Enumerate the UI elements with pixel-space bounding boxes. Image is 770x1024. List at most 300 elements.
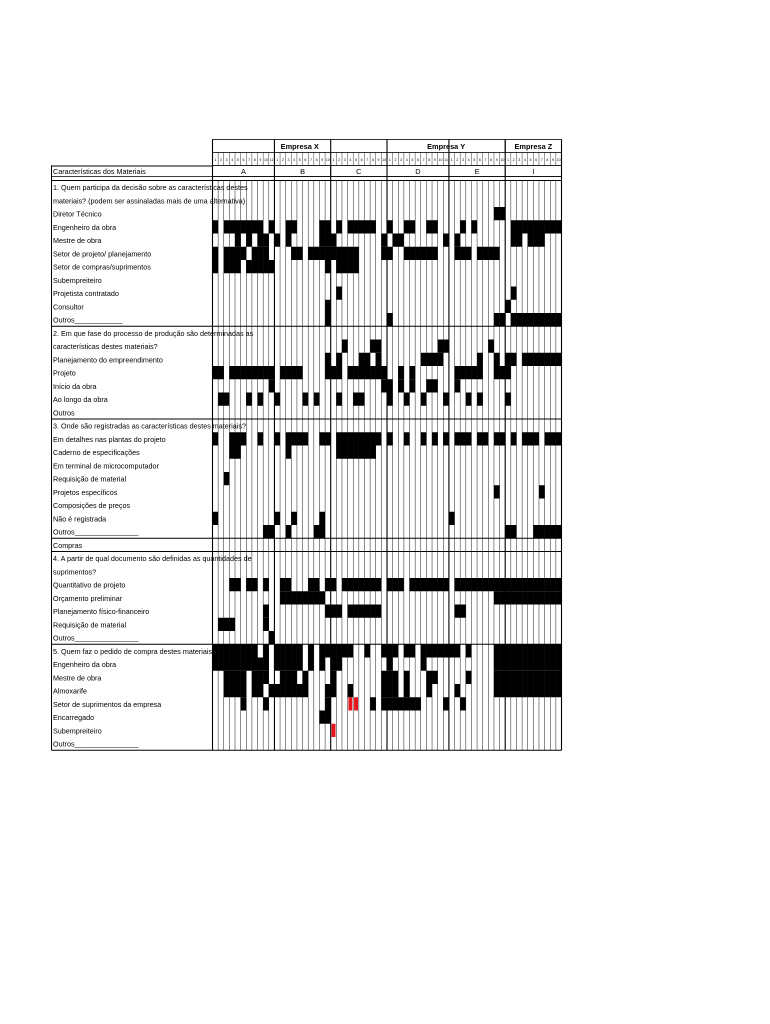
- filled-cell: [348, 220, 354, 233]
- filled-cell: [364, 446, 370, 459]
- filled-cell: [286, 446, 292, 459]
- filled-cell: [426, 578, 432, 591]
- filled-cell: [246, 366, 252, 379]
- filled-cell: [556, 578, 562, 591]
- filled-cell: [235, 247, 241, 260]
- filled-cell: [370, 697, 376, 710]
- filled-cell: [229, 684, 235, 697]
- row-label: Projetista contratado: [53, 289, 119, 299]
- filled-cell: [331, 644, 337, 657]
- filled-cell: [545, 220, 551, 233]
- filled-cell: [511, 578, 517, 591]
- filled-cell: [291, 512, 297, 525]
- filled-cell: [449, 512, 455, 525]
- filled-cell: [393, 684, 399, 697]
- filled-cell: [263, 234, 269, 247]
- filled-cell: [319, 220, 325, 233]
- filled-cell: [263, 671, 269, 684]
- filled-cell: [325, 313, 331, 326]
- row-label: Orçamento preliminar: [53, 593, 123, 603]
- filled-cell: [336, 644, 342, 657]
- filled-cell: [246, 393, 252, 406]
- column-index: 6: [478, 158, 481, 162]
- filled-cell: [359, 446, 365, 459]
- filled-cell: [477, 353, 483, 366]
- filled-cell: [483, 247, 489, 260]
- filled-cell: [528, 234, 534, 247]
- row-label: Projeto: [53, 368, 76, 378]
- filled-cell: [263, 525, 269, 538]
- filled-cell: [258, 671, 264, 684]
- column-index: 6: [304, 158, 307, 162]
- filled-cell: [494, 366, 500, 379]
- column-index: 3: [343, 158, 346, 162]
- filled-cell: [387, 393, 393, 406]
- column-index: 1: [332, 158, 335, 162]
- filled-cell: [364, 432, 370, 445]
- row-label: Composições de preços: [53, 501, 131, 511]
- filled-cell: [235, 260, 241, 273]
- filled-cell: [246, 578, 252, 591]
- filled-cell: [213, 247, 219, 260]
- filled-cell: [325, 605, 331, 618]
- filled-cell: [235, 684, 241, 697]
- filled-cell: [348, 260, 354, 273]
- filled-cell: [505, 644, 511, 657]
- filled-cell: [387, 432, 393, 445]
- filled-cell: [494, 671, 500, 684]
- filled-cell: [556, 353, 562, 366]
- filled-cell: [426, 353, 432, 366]
- filled-cell: [364, 605, 370, 618]
- filled-cell: [252, 671, 258, 684]
- project-letter: C: [356, 167, 362, 176]
- filled-cell: [545, 525, 551, 538]
- filled-cell: [415, 578, 421, 591]
- filled-cell: [353, 220, 359, 233]
- highlight-cell: [348, 697, 352, 710]
- filled-cell: [280, 671, 286, 684]
- filled-cell: [325, 366, 331, 379]
- column-index: 8: [371, 158, 374, 162]
- filled-cell: [364, 578, 370, 591]
- filled-cell: [336, 446, 342, 459]
- row-label: Subempreiteiro: [53, 726, 102, 736]
- filled-cell: [376, 340, 382, 353]
- filled-cell: [263, 260, 269, 273]
- filled-cell: [455, 644, 461, 657]
- filled-cell: [235, 658, 241, 671]
- filled-cell: [500, 644, 506, 657]
- filled-cell: [556, 220, 562, 233]
- filled-cell: [331, 605, 337, 618]
- filled-cell: [443, 393, 449, 406]
- column-index: 7: [310, 158, 313, 162]
- highlight-cell: [332, 724, 336, 737]
- filled-cell: [241, 658, 247, 671]
- filled-cell: [494, 313, 500, 326]
- row-label: Engenheiro da obra: [53, 660, 117, 670]
- filled-cell: [488, 247, 494, 260]
- row-label: Outros: [53, 408, 75, 418]
- filled-cell: [325, 684, 331, 697]
- row-label: Outros________________: [53, 633, 139, 643]
- filled-cell: [432, 220, 438, 233]
- filled-cell: [297, 644, 303, 657]
- filled-cell: [325, 300, 331, 313]
- filled-cell: [286, 525, 292, 538]
- filled-cell: [303, 684, 309, 697]
- filled-cell: [466, 578, 472, 591]
- column-index: 6: [416, 158, 419, 162]
- column-index: 7: [366, 158, 369, 162]
- filled-cell: [404, 247, 410, 260]
- filled-cell: [291, 432, 297, 445]
- filled-cell: [263, 697, 269, 710]
- column-index: 6: [360, 158, 363, 162]
- filled-cell: [246, 658, 252, 671]
- filled-cell: [269, 631, 275, 644]
- filled-cell: [218, 618, 224, 631]
- filled-cell: [241, 644, 247, 657]
- filled-cell: [432, 379, 438, 392]
- filled-cell: [533, 684, 539, 697]
- filled-cell: [308, 578, 314, 591]
- filled-cell: [359, 393, 365, 406]
- filled-cell: [410, 697, 416, 710]
- row-label: Requisição de material: [53, 620, 127, 630]
- filled-cell: [325, 432, 331, 445]
- filled-cell: [348, 605, 354, 618]
- filled-cell: [528, 313, 534, 326]
- filled-cell: [314, 393, 320, 406]
- filled-cell: [348, 578, 354, 591]
- filled-cell: [269, 525, 275, 538]
- filled-cell: [241, 684, 247, 697]
- filled-cell: [387, 313, 393, 326]
- filled-cell: [460, 697, 466, 710]
- filled-cell: [494, 578, 500, 591]
- matrix-header: [52, 140, 562, 177]
- filled-cell: [359, 366, 365, 379]
- filled-cell: [342, 247, 348, 260]
- filled-cell: [286, 671, 292, 684]
- filled-cell: [466, 671, 472, 684]
- filled-cell: [471, 578, 477, 591]
- filled-cell: [224, 658, 230, 671]
- filled-cell: [286, 234, 292, 247]
- filled-cell: [319, 234, 325, 247]
- company-name: Empresa Z: [514, 142, 553, 151]
- filled-cell: [500, 207, 506, 220]
- row-label: 5. Quem faz o pedido de compra destes materiais?: [53, 646, 217, 656]
- filled-cell: [286, 591, 292, 604]
- column-index: 8: [253, 158, 256, 162]
- filled-cell: [494, 207, 500, 220]
- filled-cell: [404, 644, 410, 657]
- row-label: Engenheiro da obra: [53, 222, 117, 232]
- filled-cell: [511, 658, 517, 671]
- filled-cell: [353, 393, 359, 406]
- filled-cell: [274, 393, 280, 406]
- filled-cell: [516, 671, 522, 684]
- filled-cell: [410, 578, 416, 591]
- filled-cell: [252, 366, 258, 379]
- filled-cell: [297, 247, 303, 260]
- column-index: 2: [512, 158, 515, 162]
- column-index: 5: [236, 158, 239, 162]
- filled-cell: [494, 658, 500, 671]
- filled-cell: [494, 353, 500, 366]
- filled-cell: [246, 220, 252, 233]
- filled-cell: [494, 247, 500, 260]
- filled-cell: [410, 644, 416, 657]
- row-label: características destes materiais?: [53, 342, 158, 352]
- filled-cell: [438, 353, 444, 366]
- column-index: 9: [259, 158, 262, 162]
- row-label: Almoxarife: [53, 686, 87, 696]
- filled-cell: [319, 512, 325, 525]
- column-index: 5: [298, 158, 301, 162]
- filled-cell: [393, 234, 399, 247]
- filled-cell: [381, 671, 387, 684]
- filled-cell: [415, 247, 421, 260]
- filled-cell: [387, 658, 393, 671]
- filled-cell: [342, 432, 348, 445]
- filled-cell: [550, 658, 556, 671]
- filled-cell: [331, 234, 337, 247]
- row-label: Em detalhes nas plantas do projeto: [53, 434, 166, 444]
- filled-cell: [336, 432, 342, 445]
- filled-cell: [258, 247, 264, 260]
- filled-cell: [522, 684, 528, 697]
- filled-cell: [494, 644, 500, 657]
- filled-cell: [516, 684, 522, 697]
- filled-cell: [550, 353, 556, 366]
- column-index: 9: [433, 158, 436, 162]
- filled-cell: [314, 578, 320, 591]
- filled-cell: [387, 220, 393, 233]
- filled-cell: [325, 578, 331, 591]
- filled-cell: [331, 658, 337, 671]
- filled-cell: [539, 525, 545, 538]
- column-index: 4: [293, 158, 296, 162]
- filled-cell: [348, 432, 354, 445]
- filled-cell: [455, 247, 461, 260]
- filled-cell: [229, 446, 235, 459]
- filled-cell: [353, 432, 359, 445]
- filled-cell: [269, 379, 275, 392]
- filled-cell: [370, 366, 376, 379]
- filled-cell: [297, 684, 303, 697]
- row-label: Subempreiteiro: [53, 275, 102, 285]
- filled-cell: [308, 658, 314, 671]
- filled-cell: [224, 220, 230, 233]
- filled-cell: [511, 591, 517, 604]
- filled-cell: [443, 697, 449, 710]
- filled-cell: [426, 671, 432, 684]
- filled-cell: [353, 605, 359, 618]
- filled-cell: [286, 658, 292, 671]
- column-index: 9: [552, 158, 555, 162]
- row-label: Mestre de obra: [53, 236, 102, 246]
- filled-cell: [359, 578, 365, 591]
- filled-cell: [325, 260, 331, 273]
- filled-cell: [274, 644, 280, 657]
- filled-cell: [511, 220, 517, 233]
- filled-cell: [224, 260, 230, 273]
- filled-cell: [241, 366, 247, 379]
- filled-cell: [348, 446, 354, 459]
- filled-cell: [229, 220, 235, 233]
- row-label: Encarregado: [53, 713, 95, 723]
- column-index: 1: [450, 158, 453, 162]
- filled-cell: [291, 220, 297, 233]
- filled-cell: [545, 432, 551, 445]
- filled-cell: [291, 366, 297, 379]
- filled-cell: [218, 658, 224, 671]
- filled-cell: [241, 697, 247, 710]
- filled-cell: [516, 644, 522, 657]
- column-index: 4: [467, 158, 470, 162]
- row-label: 1. Quem participa da decisão sobre as características destes: [53, 183, 248, 193]
- filled-cell: [421, 644, 427, 657]
- column-index: 7: [248, 158, 251, 162]
- filled-cell: [455, 379, 461, 392]
- filled-cell: [505, 525, 511, 538]
- filled-cell: [539, 671, 545, 684]
- filled-cell: [258, 393, 264, 406]
- filled-cell: [432, 247, 438, 260]
- filled-cell: [432, 671, 438, 684]
- filled-cell: [460, 432, 466, 445]
- filled-cell: [533, 313, 539, 326]
- column-index: 4: [349, 158, 352, 162]
- filled-cell: [505, 591, 511, 604]
- filled-cell: [550, 578, 556, 591]
- filled-cell: [319, 247, 325, 260]
- filled-cell: [528, 432, 534, 445]
- filled-cell: [404, 671, 410, 684]
- filled-cell: [477, 432, 483, 445]
- row-label: Outros________________: [53, 739, 139, 749]
- filled-cell: [241, 220, 247, 233]
- filled-cell: [303, 671, 309, 684]
- row-label: Não é registrada: [53, 514, 107, 524]
- filled-cell: [246, 234, 252, 247]
- filled-cell: [235, 644, 241, 657]
- filled-cell: [516, 313, 522, 326]
- filled-cell: [539, 578, 545, 591]
- filled-cell: [336, 658, 342, 671]
- filled-cell: [246, 644, 252, 657]
- filled-cell: [404, 393, 410, 406]
- column-index: 1: [507, 158, 510, 162]
- filled-cell: [545, 578, 551, 591]
- filled-cell: [297, 591, 303, 604]
- filled-cell: [308, 644, 314, 657]
- filled-cell: [455, 432, 461, 445]
- filled-cell: [443, 644, 449, 657]
- filled-cell: [522, 220, 528, 233]
- filled-cell: [224, 671, 230, 684]
- filled-cell: [229, 247, 235, 260]
- filled-cell: [528, 684, 534, 697]
- filled-cell: [511, 353, 517, 366]
- filled-cell: [550, 671, 556, 684]
- filled-cell: [342, 340, 348, 353]
- filled-cell: [229, 260, 235, 273]
- filled-cell: [280, 578, 286, 591]
- filled-cell: [533, 220, 539, 233]
- filled-cell: [376, 353, 382, 366]
- filled-cell: [393, 697, 399, 710]
- filled-cell: [477, 247, 483, 260]
- filled-cell: [342, 446, 348, 459]
- filled-cell: [528, 591, 534, 604]
- filled-cell: [398, 234, 404, 247]
- filled-cell: [297, 366, 303, 379]
- filled-cell: [556, 432, 562, 445]
- filled-cell: [274, 684, 280, 697]
- filled-cell: [488, 340, 494, 353]
- filled-cell: [516, 591, 522, 604]
- filled-cell: [370, 432, 376, 445]
- column-index: 5: [411, 158, 414, 162]
- column-index: 9: [377, 158, 380, 162]
- filled-cell: [286, 578, 292, 591]
- project-letter: I: [532, 167, 535, 176]
- filled-cell: [387, 247, 393, 260]
- filled-cell: [364, 366, 370, 379]
- filled-cell: [286, 432, 292, 445]
- highlight-cell: [354, 697, 358, 710]
- filled-cell: [460, 578, 466, 591]
- filled-cell: [421, 393, 427, 406]
- filled-cell: [286, 220, 292, 233]
- filled-cell: [556, 684, 562, 697]
- filled-cell: [556, 671, 562, 684]
- column-index: 4: [405, 158, 408, 162]
- filled-cell: [381, 684, 387, 697]
- filled-cell: [342, 260, 348, 273]
- filled-cell: [511, 234, 517, 247]
- filled-cell: [398, 366, 404, 379]
- row-label: 2. Em que fase do processo de produção são determinadas as: [53, 328, 254, 338]
- filled-cell: [522, 578, 528, 591]
- filled-cell: [263, 658, 269, 671]
- filled-cell: [280, 366, 286, 379]
- filled-cell: [471, 220, 477, 233]
- filled-cell: [500, 313, 506, 326]
- filled-cell: [516, 578, 522, 591]
- filled-cell: [398, 379, 404, 392]
- column-index: 10: [438, 158, 443, 162]
- filled-cell: [336, 366, 342, 379]
- filled-cell: [297, 432, 303, 445]
- filled-cell: [511, 287, 517, 300]
- filled-cell: [550, 432, 556, 445]
- filled-cell: [252, 260, 258, 273]
- row-label: Setor de compras/suprimentos: [53, 262, 151, 272]
- filled-cell: [364, 220, 370, 233]
- filled-cell: [494, 432, 500, 445]
- filled-cell: [387, 697, 393, 710]
- filled-cell: [319, 711, 325, 724]
- column-index: 7: [540, 158, 543, 162]
- filled-cell: [533, 353, 539, 366]
- filled-cell: [511, 432, 517, 445]
